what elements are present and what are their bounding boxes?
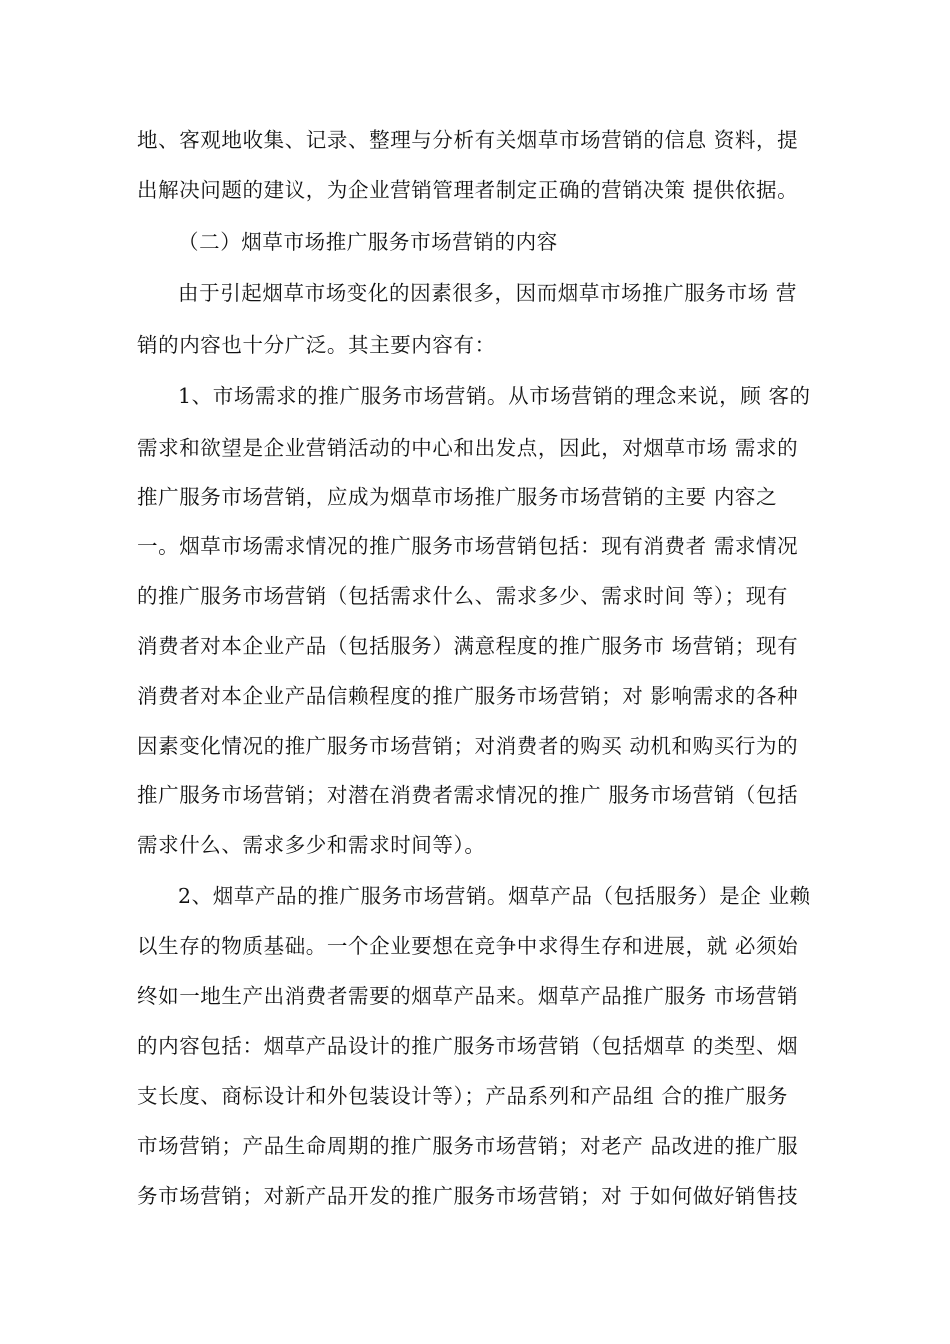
text-line-16: 2、烟草产品的推广服务市场营销。烟草产品（包括服务）是企 业赖 [178, 884, 811, 908]
text-line-20: 支长度、商标设计和外包装设计等）；产品系列和产品组 合的推广服务 [137, 1084, 788, 1108]
text-line-7: 需求和欲望是企业营销活动的中心和出发点，因此，对烟草市场 需求的 [137, 436, 799, 460]
text-line-5: 销的内容也十分广泛。其主要内容有： [137, 333, 496, 357]
text-line-22: 务市场营销；对新产品开发的推广服务市场营销；对 于如何做好销售技 [137, 1184, 799, 1208]
text-line-10: 的推广服务市场营销（包括需求什么、需求多少、需求时间 等）；现有 [137, 584, 788, 608]
text-line-9: 一。烟草市场需求情况的推广服务市场营销包括：现有消费者 需求情况 [137, 534, 799, 558]
text-line-6: 1、市场需求的推广服务市场营销。从市场营销的理念来说，顾 客的 [178, 384, 811, 408]
text-line-12: 消费者对本企业产品信赖程度的推广服务市场营销；对 影响需求的各种 [137, 684, 799, 708]
text-line-21: 市场营销；产品生命周期的推广服务市场营销；对老产 品改进的推广服 [137, 1134, 799, 1158]
text-line-1: 地、客观地收集、记录、整理与分析有关烟草市场营销的信息 资料，提 [137, 128, 799, 152]
text-line-13: 因素变化情况的推广服务市场营销；对消费者的购买 动机和购买行为的 [137, 734, 799, 758]
text-line-19: 的内容包括：烟草产品设计的推广服务市场营销（包括烟草 的类型、烟 [137, 1034, 799, 1058]
text-line-14: 推广服务市场营销；对潜在消费者需求情况的推广 服务市场营销（包括 [137, 783, 799, 807]
text-line-17: 以生存的物质基础。一个企业要想在竞争中求得生存和进展，就 必须始 [137, 934, 799, 958]
text-line-18: 终如一地生产出消费者需要的烟草产品来。烟草产品推广服务 市场营销 [137, 984, 799, 1008]
text-line-4: 由于引起烟草市场变化的因素很多，因而烟草市场推广服务市场 营 [178, 281, 798, 305]
text-line-15: 需求什么、需求多少和需求时间等）。 [137, 833, 486, 857]
text-line-11: 消费者对本企业产品（包括服务）满意程度的推广服务市 场营销；现有 [137, 634, 799, 658]
section-heading: （二）烟草市场推广服务市场营销的内容 [178, 230, 558, 254]
text-line-8: 推广服务市场营销，应成为烟草市场推广服务市场营销的主要 内容之 [137, 485, 778, 509]
text-line-2: 出解决问题的建议，为企业营销管理者制定正确的营销决策 提供依据。 [137, 178, 799, 202]
